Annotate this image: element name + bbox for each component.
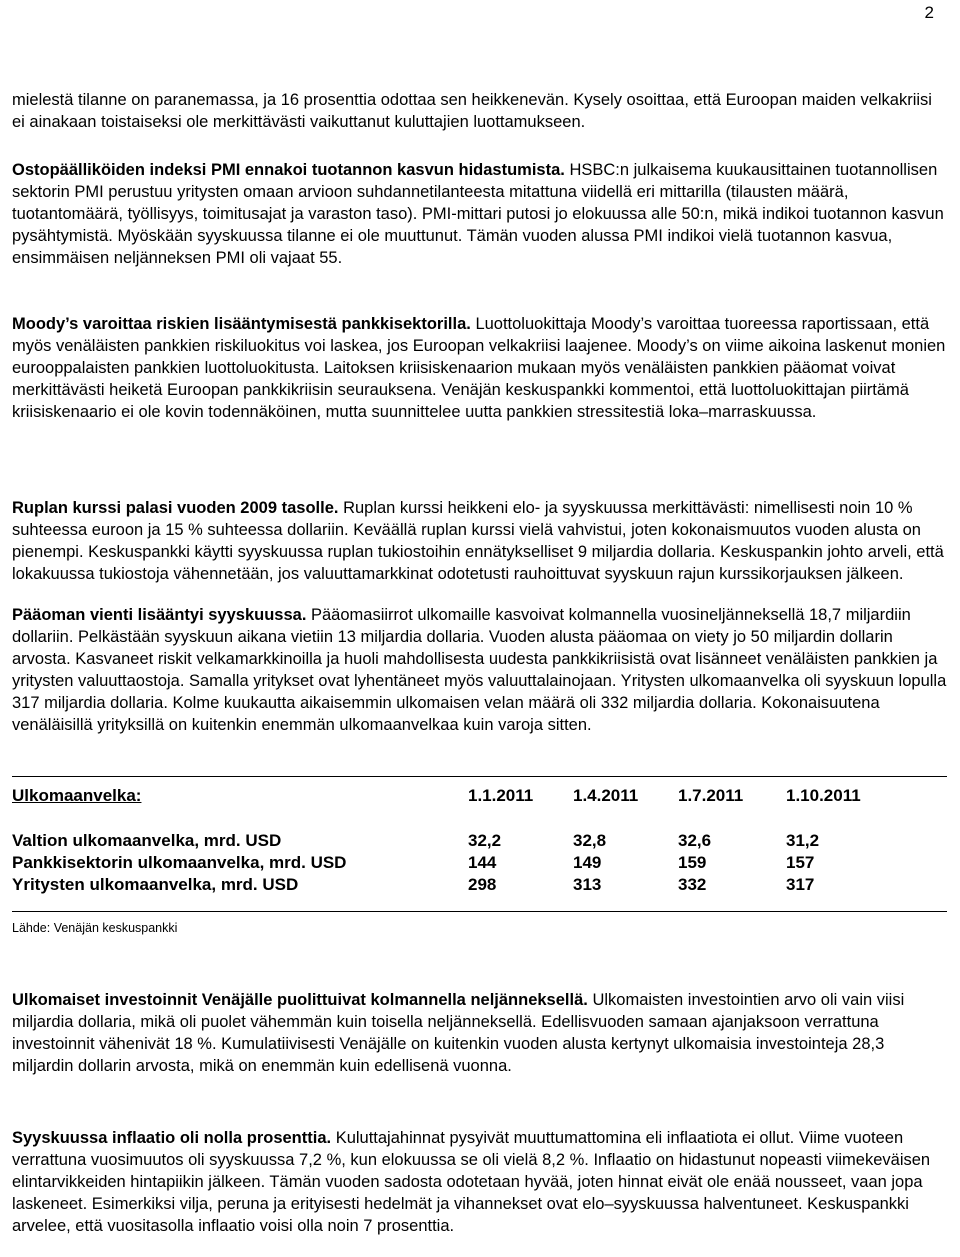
column-header: 1.4.2011 [573,786,639,805]
table-cell: 157 [786,853,815,872]
section-inflation [12,1127,947,1237]
row-label: Valtion ulkomaanvelka, mrd. USD [12,831,282,850]
intro-text: mielestä tilanne on paranemassa, ja 16 prosenttia odottaa sen heikkenevän. Kysely osoittaa, että Euroopan maiden velkakriisi ei ainakaan toistaiseksi ole merkittävästi vaikuttanut kuluttajien luottamukseen. [12,91,932,131]
section-heading: Pääoman vienti lisääntyi syyskuussa. [12,606,307,624]
section-pmi [12,159,947,269]
row-label: Pankkisektorin ulkomaanvelka, mrd. USD [12,853,347,872]
table-cell: 144 [468,853,497,872]
table-source: Lähde: Venäjän keskuspankki [12,921,178,935]
section-investments [12,989,947,1077]
table-cell: 298 [468,875,497,894]
section-heading: Ruplan kurssi palasi vuoden 2009 tasolle. [12,499,339,517]
section-body: Ruplan kurssi heikkeni elo- ja syyskuussa merkittävästi: nimellisesti noin 10 % suhteessa euroon ja 15 % suhteessa dollariin. Keväällä ruplan kurssi vielä vahvistui, joten kokonaismuutos vuoden alusta on pienempi. Keskuspankki käytti syyskuussa ruplan tukiostoihin ennätykselliset 9 miljardia dollaria. Keskuspankin johto arveli, että lokakuussa tukiostoja vähennetään, jos valuuttamarkkinat odotetusti rauhoittuvat syyskuun rajun kurssikorjauksen jälkeen. [12,499,944,583]
table-bottom-rule [12,911,947,912]
table-cell: 31,2 [786,831,820,850]
table-header-row [12,786,947,808]
table-cell: 317 [786,875,815,894]
column-header: 1.10.2011 [786,786,861,805]
table-cell: 32,2 [468,831,502,850]
section-heading: Syyskuussa inflaatio oli nolla prosenttia. [12,1129,332,1147]
page-number: 2 [924,3,934,22]
section-body: Pääomasiirrot ulkomaille kasvoivat kolmannella vuosineljänneksellä 18,7 miljardiin dollariin. Pelkästään syyskuun aikana vietiin 13 miljardia dollaria. Vuoden alusta pääomaa on viety jo 50 miljardin dollarin arvosta. Kasvaneet riskit velkamarkkinoilla ja huoli mahdollisesta uudesta pankkikriisistä ovat lisänneet venäläisten pankkien ja yritysten valuuttaostoja. Samalla yritykset ovat lyhentäneet myös valuuttalainojaan. Yritysten ulkomaanvelka oli syyskuun lopulla 317 miljardia dollaria. Kolme kuukautta aikaisemmin ulkomaisen velan määrä oli 332 miljardia dollaria. Kokonaisuutena venäläisillä yrityksillä on kuitenkin enemmän ulkomaanvelkaa kuin varoja sitten. [12,606,947,734]
table-row [12,831,947,853]
intro-paragraph [12,89,947,133]
table-row [12,875,947,897]
section-body: Luottoluokittaja Moody’s varoittaa tuoreessa raportissaan, että myös venäläisten pankkien riskiluokitus voi laskea, jos Euroopan velkakriisi laajenee. Moody’s on viime aikoina laskenut monien eurooppalaisten pankkien luottoluokitusta. Laitoksen kriisiskenaarion mukaan myös venäläisten pankkien pääomat voivat merkittävästi heiketä Euroopan pankkikriisin seurauksena. Venäjän keskuspankki kommentoi, että luottoluokittajan piirtämä kriisiskenaario ei ole kovin todennäköinen, mutta suunnittelee uutta pankkien stressitestiä loka–marraskuussa. [12,315,946,421]
table-cell: 149 [573,853,602,872]
section-heading: Ulkomaiset investoinnit Venäjälle puolittuivat kolmannella neljänneksellä. [12,991,588,1009]
table-top-rule [12,776,947,777]
section-heading: Moody’s varoittaa riskien lisääntymisestä pankkisektorilla. [12,315,471,333]
column-header: 1.1.2011 [468,786,534,805]
table-row [12,853,947,875]
section-body: HSBC:n julkaisema kuukausittainen tuotannollisen sektorin PMI perustuu yritysten omaan arvioon suhdannetilanteesta mitattuna viidellä eri mittarilla (tilausten määrä, tuotantomäärä, työllisyys, toimitusajat ja varaston taso). PMI-mittari putosi jo elokuussa alle 50:n, mikä indikoi tuotannon kasvun pysähtymistä. Myöskään syyskuussa tilanne ei ole muuttunut. Tämän vuoden alussa PMI indikoi vielä tuotannon kasvua, ensimmäisen neljänneksen PMI oli vajaat 55. [12,161,944,267]
column-header: 1.7.2011 [678,786,744,805]
row-label: Yritysten ulkomaanvelka, mrd. USD [12,875,299,894]
section-body: Ulkomaisten investointien arvo oli vain viisi miljardia dollaria, mikä oli puolet vähemmän kuin toisella neljänneksellä. Edellisvuoden samaan ajanjaksoon verrattuna investoinnit vähenivät 18 %. Kumulatiivisesti Venäjälle on kuitenkin vuoden alusta kertynyt ulkomaisia investointeja 28,3 miljardin dollarin arvosta, mikä on enemmän kuin edellisenä vuonna. [12,991,905,1075]
section-capital-outflow [12,604,947,736]
section-rouble [12,497,947,585]
section-moodys [12,313,947,423]
table-cell: 32,8 [573,831,607,850]
table-cell: 332 [678,875,707,894]
table-cell: 159 [678,853,707,872]
table-cell: 32,6 [678,831,712,850]
section-body: Kuluttajahinnat pysyivät muuttumattomina eli inflaatiota ei ollut. Viime vuoteen verrattuna vuosimuutos oli syyskuussa 7,2 %, kun elokuussa se oli vielä 8,2 %. Inflaatio on hidastunut nopeasti viimekeväisen elintarvikkeiden hintapiikin jälkeen. Tämän vuoden sadosta odotetaan hyvää, joten hinnat eivät ole enää nousseet, vaan jopa laskeneet. Esimerkiksi vilja, peruna ja erityisesti hedelmät ja vihannekset ovat elo–syyskuussa halventuneet. Keskuspankki arvelee, että vuositasolla inflaatio voisi olla noin 7 prosenttia. [12,1129,931,1235]
table-cell: 313 [573,875,602,894]
section-heading: Ostopäälliköiden indeksi PMI ennakoi tuotannon kasvun hidastumista. [12,161,565,179]
table-title: Ulkomaanvelka: [12,786,142,805]
